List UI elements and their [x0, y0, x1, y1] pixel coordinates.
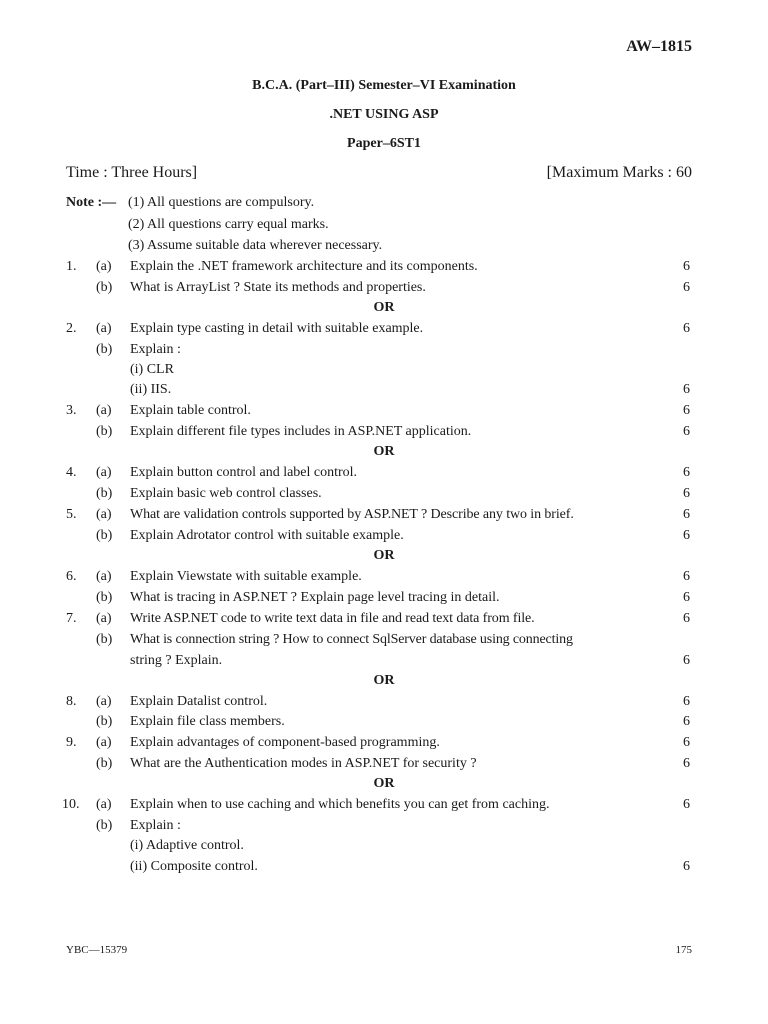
question-part: (b): [96, 632, 113, 647]
question-text: Explain table control.: [130, 403, 251, 418]
question-row-continued: [0, 653, 768, 673]
question-number: 8.: [66, 694, 77, 709]
sub-item-text: (ii) IIS.: [130, 382, 172, 397]
question-row: [0, 694, 768, 714]
sub-item-text: (i) CLR: [130, 362, 174, 377]
or-separator: OR: [373, 444, 395, 459]
question-marks: 6: [683, 590, 690, 605]
question-row: [0, 714, 768, 734]
question-text: Explain :: [130, 818, 181, 833]
or-separator: OR: [373, 300, 395, 315]
question-part: (a): [96, 735, 112, 750]
question-marks: 6: [683, 507, 690, 522]
question-part: (a): [96, 694, 112, 709]
question-number: 2.: [66, 321, 77, 336]
question-marks: 6: [683, 403, 690, 418]
question-text: Explain advantages of component-based programming.: [130, 735, 440, 750]
question-subitem: [0, 382, 768, 402]
question-text: Explain type casting in detail with suitable example.: [130, 321, 424, 336]
question-number: 9.: [66, 735, 77, 750]
question-text: Explain the .NET framework architecture and its components.: [130, 259, 478, 274]
question-row: [0, 403, 768, 423]
question-text: Explain Datalist control.: [130, 694, 268, 709]
question-row: [0, 756, 768, 776]
note-label: Note :—: [66, 195, 117, 210]
question-part: (a): [96, 259, 112, 274]
question-marks: 6: [683, 611, 690, 626]
question-marks: 6: [683, 321, 690, 336]
question-row: [0, 735, 768, 755]
question-subitem: [0, 362, 768, 382]
question-marks: 6: [683, 859, 690, 874]
question-number: 7.: [66, 611, 77, 626]
question-text: What is tracing in ASP.NET ? Explain page level tracing in detail.: [130, 590, 500, 605]
question-text: Write ASP.NET code to write text data in file and read text data from file.: [130, 611, 535, 626]
question-marks: 6: [683, 382, 690, 397]
question-number: 4.: [66, 465, 77, 480]
question-row: [0, 424, 768, 444]
question-number: 1.: [66, 259, 77, 274]
question-text: What is connection string ? How to connect SqlServer database using connecting: [130, 632, 573, 647]
question-part: (b): [96, 342, 113, 357]
question-text-continued: string ? Explain.: [130, 653, 223, 668]
question-part: (a): [96, 569, 112, 584]
question-subitem: [0, 838, 768, 858]
question-marks: 6: [683, 714, 690, 729]
note-item: (1) All questions are compulsory.: [128, 195, 315, 210]
or-separator: OR: [373, 548, 395, 563]
footer-code: YBC—15379: [66, 944, 128, 956]
question-text: Explain Viewstate with suitable example.: [130, 569, 362, 584]
question-text: Explain when to use caching and which benefits you can get from caching.: [130, 797, 550, 812]
question-marks: 6: [683, 569, 690, 584]
note-item: (3) Assume suitable data wherever necessary.: [128, 238, 383, 253]
question-marks: 6: [683, 486, 690, 501]
question-row: [0, 590, 768, 610]
sub-item-text: (ii) Composite control.: [130, 859, 258, 874]
question-number: 5.: [66, 507, 77, 522]
question-text: What are the Authentication modes in ASP.NET for security ?: [130, 756, 477, 771]
question-number: 10.: [62, 797, 80, 812]
question-text: Explain Adrotator control with suitable example.: [130, 528, 404, 543]
question-row: [0, 342, 768, 362]
question-row: [0, 321, 768, 341]
question-part: (b): [96, 714, 113, 729]
question-number: 6.: [66, 569, 77, 584]
question-number: 3.: [66, 403, 77, 418]
question-part: (b): [96, 486, 113, 501]
question-part: (a): [96, 797, 112, 812]
question-row: [0, 818, 768, 838]
sub-item-text: (i) Adaptive control.: [130, 838, 244, 853]
question-marks: 6: [683, 280, 690, 295]
question-part: (a): [96, 465, 112, 480]
question-part: (b): [96, 818, 113, 833]
question-marks: 6: [683, 259, 690, 274]
question-part: (a): [96, 321, 112, 336]
question-row: [0, 259, 768, 279]
question-row: [0, 280, 768, 300]
question-row: [0, 507, 768, 527]
question-subitem: [0, 859, 768, 879]
question-marks: 6: [683, 735, 690, 750]
question-text: What are validation controls supported by ASP.NET ? Describe any two in brief.: [130, 507, 574, 522]
question-marks: 6: [683, 424, 690, 439]
question-marks: 6: [683, 653, 690, 668]
question-marks: 6: [683, 465, 690, 480]
note-item: (2) All questions carry equal marks.: [128, 217, 329, 232]
question-row: [0, 528, 768, 548]
question-row: [0, 486, 768, 506]
page-number: 175: [675, 944, 692, 956]
exam-title: B.C.A. (Part–III) Semester–VI Examination: [252, 78, 516, 93]
paper-number: Paper–6ST1: [347, 136, 421, 151]
question-row: [0, 611, 768, 631]
question-part: (a): [96, 403, 112, 418]
question-row: [0, 465, 768, 485]
question-text: Explain :: [130, 342, 181, 357]
question-row: [0, 632, 768, 652]
or-separator: OR: [373, 776, 395, 791]
question-part: (b): [96, 590, 113, 605]
question-marks: 6: [683, 528, 690, 543]
question-marks: 6: [683, 797, 690, 812]
question-part: (b): [96, 280, 113, 295]
question-part: (b): [96, 756, 113, 771]
time-label: Time : Three Hours]: [66, 164, 198, 181]
question-row: [0, 569, 768, 589]
question-part: (a): [96, 611, 112, 626]
question-part: (a): [96, 507, 112, 522]
question-text: Explain basic web control classes.: [130, 486, 322, 501]
max-marks-label: [Maximum Marks : 60: [546, 164, 692, 181]
question-marks: 6: [683, 694, 690, 709]
or-separator: OR: [373, 673, 395, 688]
question-text: Explain different file types includes in ASP.NET application.: [130, 424, 472, 439]
subject-title: .NET USING ASP: [329, 107, 439, 122]
question-row: [0, 797, 768, 817]
question-text: What is ArrayList ? State its methods and properties.: [130, 280, 426, 295]
question-text: Explain file class members.: [130, 714, 285, 729]
paper-code: AW–1815: [626, 38, 692, 55]
question-part: (b): [96, 528, 113, 543]
question-marks: 6: [683, 756, 690, 771]
question-text: Explain button control and label control.: [130, 465, 358, 480]
question-part: (b): [96, 424, 113, 439]
